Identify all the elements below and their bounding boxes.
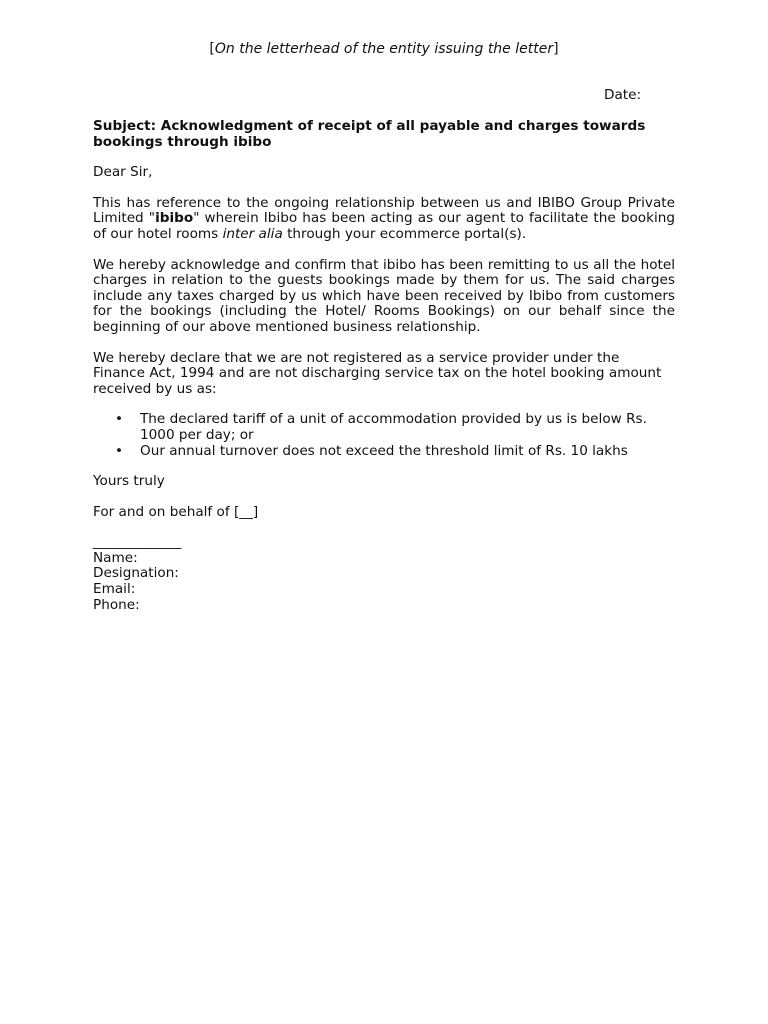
- signature-block: [93, 535, 675, 613]
- salutation: Dear Sir,: [93, 164, 153, 181]
- letter-body: [93, 119, 675, 613]
- date-label: Date:: [604, 87, 642, 103]
- signature-email-label: Email:: [93, 581, 136, 598]
- paragraph-declaration: We hereby declare that we are not registered as a service provider under the Finance Act, 1994 and are not discharging service tax on the hotel booking amount received by us as:: [93, 349, 662, 397]
- bullet-icon: •: [115, 442, 124, 459]
- para1-text-3: through your ecommerce portal(s).: [282, 225, 527, 242]
- signature-name-label: Name:: [93, 549, 138, 566]
- bullet-text-turnover: Our annual turnover does not exceed the threshold limit of Rs. 10 lakhs: [140, 442, 628, 459]
- signature-designation-label: Designation:: [93, 565, 179, 582]
- para1-bold-ibibo: ibibo: [155, 210, 194, 227]
- letterhead-placeholder: [0, 42, 768, 58]
- list-item: [93, 444, 675, 460]
- closing-line: Yours truly: [93, 473, 165, 490]
- letterhead-close-bracket: ]: [553, 41, 559, 57]
- bullet-text-tariff: The declared tariff of a unit of accommodation provided by us is below Rs. 1000 per day; or: [140, 411, 647, 443]
- list-item: [93, 412, 675, 443]
- para1-italic-inter-alia: inter alia: [222, 225, 283, 242]
- letterhead-open-bracket: [: [209, 41, 215, 57]
- subject-line: Subject: Acknowledgment of receipt of all payable and charges towards bookings through ibibo: [93, 118, 646, 150]
- letterhead-text: On the letterhead of the entity issuing the letter: [214, 41, 554, 57]
- signature-phone-label: Phone:: [93, 596, 140, 613]
- para1-text-2: " wherein Ibibo has been acting as our agent to facilitate the booking of our hotel rooms: [93, 210, 675, 242]
- paragraph-reference: [93, 196, 675, 243]
- on-behalf-line: For and on behalf of [__]: [93, 503, 259, 520]
- signature-underline: _____________: [93, 534, 182, 551]
- paragraph-acknowledgement: We hereby acknowledge and confirm that ibibo has been remitting to us all the hotel charges in relation to the guests bookings made by them for us. The said charges include any taxes charged by us which have been received by Ibibo from customers for the bookings (including the Hotel/ Rooms Bookings) on our behalf since the beginning of our above mentioned business relationship.: [93, 256, 675, 335]
- bullet-icon: •: [115, 411, 124, 428]
- declaration-bullet-list: [93, 412, 675, 459]
- para1-text-1: This has reference to the ongoing relationship between us and IBIBO Group Private Limited ": [93, 194, 675, 227]
